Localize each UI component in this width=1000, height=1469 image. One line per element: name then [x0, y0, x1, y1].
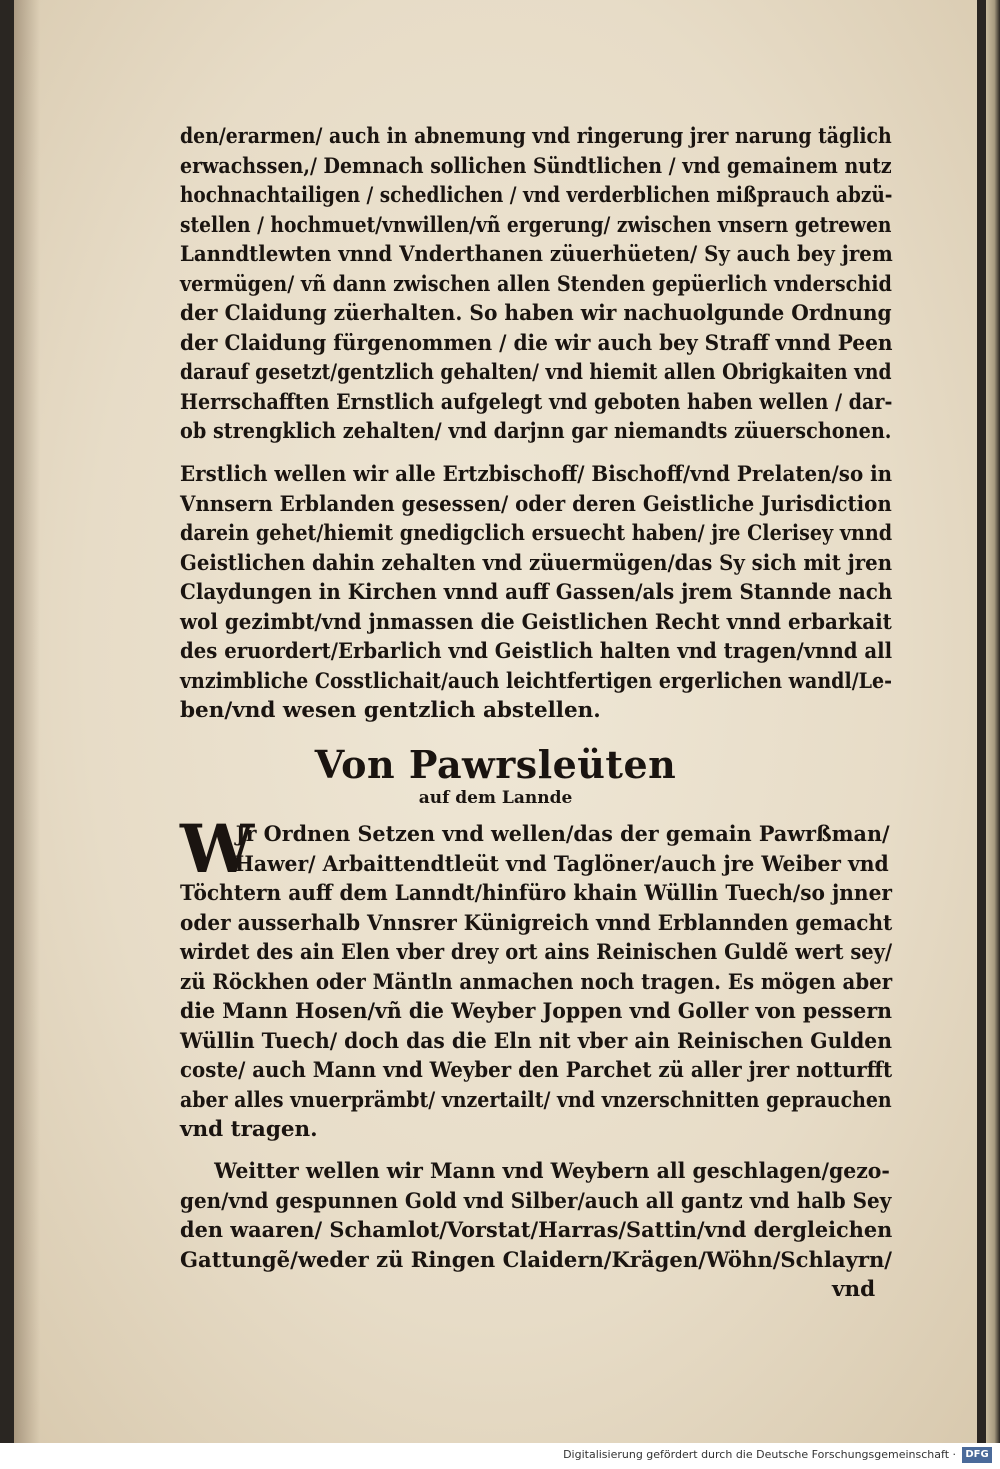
text-line: die Mann Hosen/vñ die Weyber Joppen vnd Goller von pessern: [180, 999, 892, 1024]
text-line: gen/vnd gespunnen Gold vnd Silber/auch all gantz vnd halb Sey: [180, 1188, 892, 1214]
text-line: Gattungẽ/weder zü Ringen Claidern/Krägen/Wöhn/Schlayrn/: [180, 1247, 893, 1273]
paragraph-geistliche: [180, 460, 977, 726]
text-line: zü Röckhen oder Mäntln anmachen noch tragen. Es mögen aber: [180, 969, 893, 995]
text-line: der Claidung fürgenommen / die wir auch bey Straff vnnd Peen: [180, 330, 893, 356]
text-line: darein gehet/hiemit gnedigclich ersuecht haben/ jre Clerisey vnnd: [180, 521, 893, 546]
paper-edge: [986, 0, 1000, 1443]
text-line: ob strengklich zehalten/ vnd darjnn gar niemandts züuerschonen.: [180, 419, 892, 444]
section-heading: [14, 742, 977, 808]
digitization-footer: [0, 1443, 1000, 1469]
paragraph-gold-silber: [180, 1157, 947, 1305]
text-line: Jr Ordnen Setzen vnd wellen/das der gemain Pawrßman/: [235, 822, 890, 847]
text-line: oder ausserhalb Vnnsrer Künigreich vnnd Erblannden gemacht: [180, 910, 893, 936]
text-line: vnzimbliche Cosstlichait/auch leichtfertigen ergerlichen wandl/Le-: [180, 668, 892, 694]
text-line: Weitter wellen wir Mann vnd Weybern all geschlagen/gezo-: [214, 1159, 890, 1184]
binding-shadow: [14, 0, 40, 1443]
funding-credit-text: Digitalisierung gefördert durch die Deutsche Forschungsgemeinschaft ·: [563, 1448, 956, 1461]
text-line: wol gezimbt/vnd jnmassen die Geistlichen Recht vnnd erbarkait: [180, 609, 892, 635]
section-heading-title: Von Pawrsleüten: [314, 742, 677, 787]
text-line: Töchtern auff dem Lanndt/hinfüro khain Wüllin Tuech/so jnner: [180, 881, 893, 906]
catchword: vnd: [832, 1277, 876, 1302]
dfg-logo: DFG: [962, 1447, 992, 1463]
text-line: coste/ auch Mann vnd Weyber den Parchet zü aller jrer notturfft: [180, 1058, 893, 1083]
text-line: aber alles vnuerprämbt/ vnzertailt/ vnd vnzerschnitten geprauchen: [180, 1087, 892, 1113]
text-line: der Claidung züerhalten. So haben wir nachuolgunde Ordnung: [180, 301, 892, 326]
text-line: Lanndtlewten vnnd Vnderthanen züuerhüeten/ Sy auch bey jrem: [180, 242, 893, 267]
section-heading-subtitle: auf dem Lannde: [418, 788, 573, 808]
text-line: wirdet des ain Elen vber drey ort ains Reinischen Guldẽ wert sey/: [180, 940, 893, 965]
text-line: des eruordert/Erbarlich vnd Geistlich halten vnd tragen/vnnd all: [180, 639, 893, 664]
drop-cap-initial: W: [180, 810, 255, 888]
text-line: Geistlichen dahin zehalten vnd züuermügen/das Sy sich mit jren: [180, 550, 893, 576]
text-line: ben/vnd wesen gentzlich abstellen.: [180, 698, 601, 723]
text-line: Hawer/ Arbaittendtleüt vnd Taglöner/auch jre Weiber vnd: [234, 851, 889, 877]
paragraph-ordnung-intro: [180, 122, 977, 447]
text-line: Erstlich wellen wir alle Ertzbischoff/ Bischoff/vnd Prelaten/so in: [180, 462, 893, 487]
text-line: den/erarmen/ auch in abnemung vnd ringerung jrer narung täglich: [180, 124, 892, 149]
text-line: darauf gesetzt/gentzlich gehalten/ vnd hiemit allen Obrigkaiten vnd: [180, 360, 892, 385]
text-line: Herrschafften Ernstlich aufgelegt vnd geboten haben wellen / dar-: [180, 389, 893, 415]
text-line: Claydungen in Kirchen vnnd auff Gassen/als jrem Stannde nach: [180, 580, 893, 605]
paragraph-pawrsleute: [180, 810, 977, 1145]
text-line: hochnachtailigen / schedlichen / vnd verderblichen mißprauch abzü-: [180, 183, 893, 208]
text-line: vermügen/ vñ dann zwischen allen Stenden gepüerlich vnderschid: [180, 271, 892, 297]
text-line: stellen / hochmuet/vnwillen/vñ ergerung/ zwischen vnsern getrewen: [180, 212, 892, 238]
paper-page: [14, 0, 977, 1443]
text-line: vnd tragen.: [180, 1117, 318, 1142]
text-line: Wüllin Tuech/ doch das die Eln nit vber ain Reinischen Gulden: [180, 1028, 892, 1054]
text-line: den waaren/ Schamlot/Vorstat/Harras/Sattin/vnd dergleichen: [180, 1218, 893, 1243]
text-line: Vnnsern Erblanden gesessen/ oder deren Geistliche Jurisdiction: [180, 491, 892, 517]
text-line: erwachssen,/ Demnach sollichen Sündtlichen / vnd gemainem nutz: [180, 153, 892, 179]
